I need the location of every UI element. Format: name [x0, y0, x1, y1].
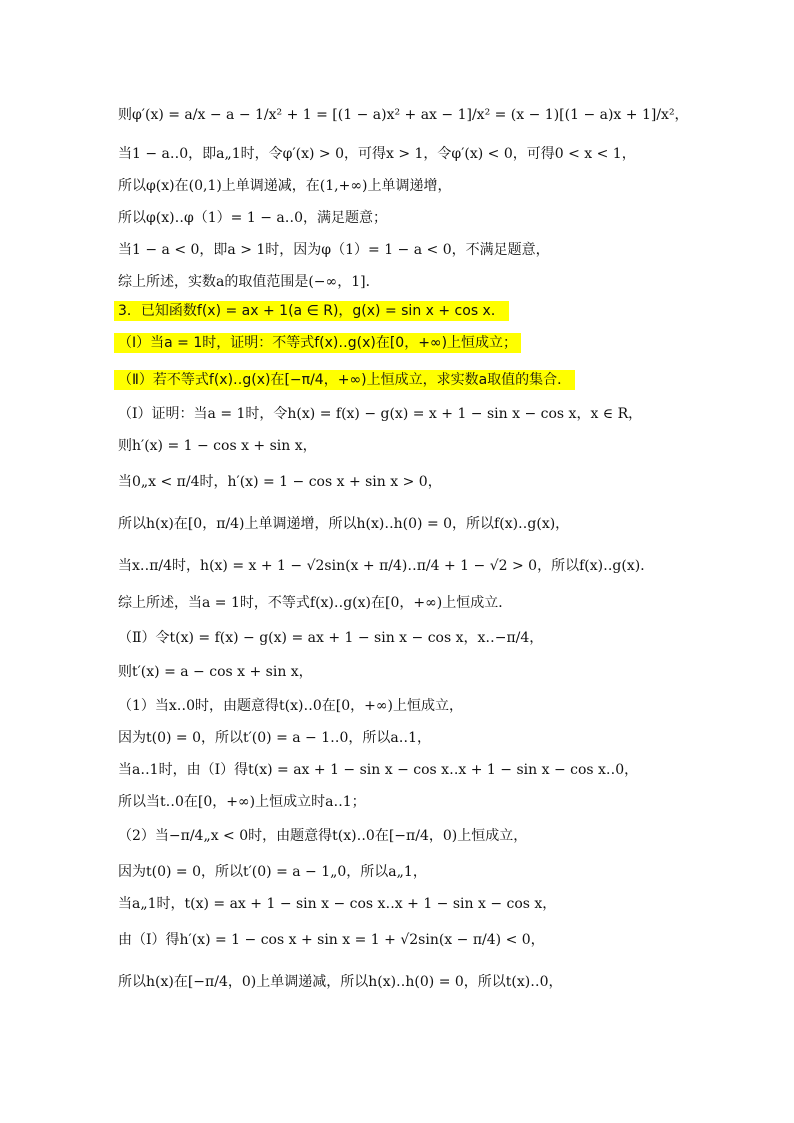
solution-line-case-a-gt-1: 当1 − a < 0，即a > 1时，因为φ（1）= 1 − a < 0，不满足题意，	[118, 242, 550, 258]
proof-part-1-intro: （Ⅰ）证明：当a = 1时，令h(x) = f(x) − g(x) = x + 1 − sin x − cos x，x ∈ R，	[118, 406, 643, 422]
problem-3-part-2: （Ⅱ）若不等式f(x)‥g(x)在[−π/4，+∞)上恒成立，求实数a取值的集合．	[114, 370, 575, 390]
proof-increasing: 所以h(x)在[0，π/4)上单调递增，所以h(x)‥h(0) = 0，所以f(x)‥g(x)，	[118, 516, 570, 532]
part-2-case-1-result: 所以当t‥0在[0，+∞)上恒成立时a‥1；	[118, 794, 366, 810]
solution-line-case-a-le-1: 当1 − a‥0，即a„1时，令φ′(x) > 0，可得x > 1，令φ′(x) < 0，可得0 < x < 1，	[118, 146, 636, 162]
solution-line-monotonic: 所以φ(x)在(0,1)上单调递减，在(1,+∞)上单调递增，	[118, 178, 452, 194]
part-2-case-1: （1）当x‥0时，由题意得t(x)‥0在[0，+∞)上恒成立，	[118, 698, 463, 714]
solution-line-conclusion: 综上所述，实数a的取值范围是(−∞，1]．	[118, 274, 380, 290]
part-2-define-t: （Ⅱ）令t(x) = f(x) − g(x) = ax + 1 − sin x − cos x，x‥−π/4，	[118, 630, 544, 646]
part-2-case-2: （2）当−π/4„x < 0时，由题意得t(x)‥0在[−π/4，0)上恒成立，	[118, 828, 528, 844]
part-2-case-1-t0: 因为t(0) = 0，所以t′(0) = a − 1‥0，所以a‥1，	[118, 730, 431, 746]
part-2-case-2-decreasing: 所以h(x)在[−π/4，0)上单调递减，所以h(x)‥h(0) = 0，所以t(x)‥0，	[118, 974, 563, 990]
proof-derivative-h: 则h′(x) = 1 − cos x + sin x，	[118, 438, 317, 454]
part-2-case-1-bound: 当a‥1时，由（Ⅰ）得t(x) = ax + 1 − sin x − cos x‥x + 1 − sin x − cos x‥0，	[118, 762, 639, 778]
solution-line-minimum: 所以φ(x)‥φ（1）= 1 − a‥0，满足题意；	[118, 210, 387, 226]
part-2-case-2-derivative: 由（Ⅰ）得h′(x) = 1 − cos x + sin x = 1 + √2sin(x − π/4) < 0，	[118, 932, 545, 948]
proof-part-1-conclusion: 综上所述，当a = 1时，不等式f(x)‥g(x)在[0，+∞)上恒成立．	[118, 595, 513, 611]
part-2-case-2-t0: 因为t(0) = 0，所以t′(0) = a − 1„0，所以a„1，	[118, 864, 427, 880]
proof-case-large-x: 当x‥π/4时，h(x) = x + 1 − √2sin(x + π/4)‥π/4 + 1 − √2 > 0，所以f(x)‥g(x)．	[118, 558, 655, 574]
part-2-derivative-t: 则t′(x) = a − cos x + sin x，	[118, 664, 313, 680]
part-2-case-2-bound: 当a„1时，t(x) = ax + 1 − sin x − cos x‥x + 1 − sin x − cos x，	[118, 896, 557, 912]
problem-3-part-1: （Ⅰ）当a = 1时，证明：不等式f(x)‥g(x)在[0，+∞)上恒成立；	[114, 333, 521, 353]
proof-case-small-x: 当0„x < π/4时，h′(x) = 1 − cos x + sin x > 0，	[118, 474, 442, 490]
problem-3-statement: 3．已知函数f(x) = ax + 1(a ∈ R)，g(x) = sin x + cos x．	[114, 301, 509, 321]
solution-line-derivative: 则φ′(x) = a/x − a − 1/x² + 1 = [(1 − a)x² + ax − 1]/x² = (x − 1)[(1 − a)x + 1]/x²，	[118, 107, 689, 123]
